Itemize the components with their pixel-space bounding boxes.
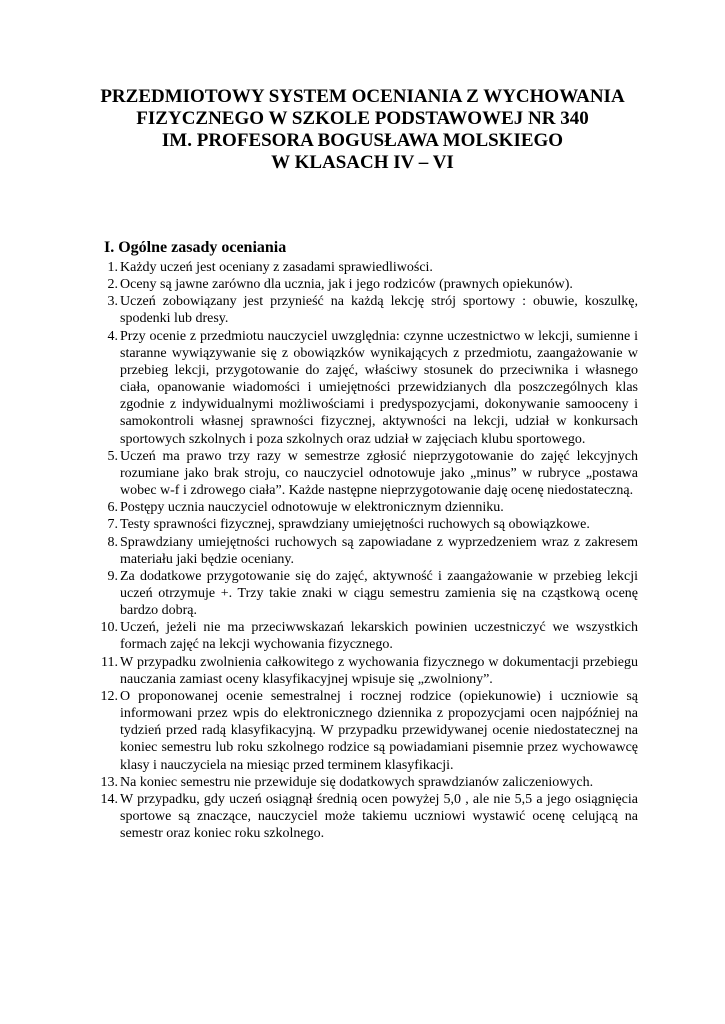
item-number: 4. [107, 328, 118, 344]
item-text: Uczeń ma prawo trzy razy w semestrze zgłosić nieprzygotowanie do zajęć lekcyjnych rozumiane jako brak stroju, co nauczyciel odnotowuje jako „minus” w rubryce „postawa wobec w-f i zdrowego ciała”. Każde następne nieprzygotowanie daję ocenę niedostateczną. [120, 448, 638, 499]
list-item [98, 328, 638, 448]
list-item [98, 516, 638, 533]
section-heading: I. Ogólne zasady oceniania [104, 239, 287, 256]
item-text: O proponowanej ocenie semestralnej i rocznej rodzice (opiekunowie) i uczniowie są informowani przez wpis do elektronicznego dziennika z propozycjami ocen najpóźniej na tydzień przed radą klasyfikacyjną. W przypadku przewidywanej ocenie niedostatecznej na koniec semestru lub roku szkolnego rodzice są powiadamiani pisemnie przez wychowawcę klasy i nauczyciela na miesiąc przed terminem klasyfikacji. [120, 688, 638, 773]
item-number: 6. [107, 500, 118, 516]
item-text: Przy ocenie z przedmiotu nauczyciel uwzględnia: czynne uczestnictwo w lekcji, sumienne i staranne wywiązywanie się z obowiązków wynikających z przedmiotu, zaangażowanie w przebieg lekcji, przygotowanie do zajęć, właściwy stosunek do przeciwnika i własnego ciała, opanowanie wiadomości i umiejętności przewidzianych dla poszczególnych klas zgodnie z indywidualnymi możliwościami i predyspozycjami, dokonywanie samooceny i samokontroli własnej sprawności fizycznej, aktywności na lekcji, udział w konkursach sportowych szkolnych i poza szkolnych oraz udział w zajęciach klubu sportowego. [120, 328, 638, 447]
item-text: Testy sprawności fizycznej, sprawdziany umiejętności ruchowych są obowiązkowe. [120, 517, 590, 533]
list-item [98, 774, 638, 791]
title-line: IM. PROFESORA BOGUSŁAWA MOLSKIEGO [161, 130, 564, 151]
list-item [98, 276, 638, 293]
item-number: 5. [107, 448, 118, 464]
item-text: Za dodatkowe przygotowanie się do zajęć, aktywność i zaangażowanie w przebieg lekcji uczeń otrzymuje +. Trzy takie znaki w ciągu semestru zamienia się na cząstkową ocenę bardzo dobrą. [120, 568, 638, 619]
title-line: FIZYCZNEGO W SZKOLE PODSTAWOWEJ NR 340 [136, 108, 589, 129]
item-number: 11. [101, 654, 118, 670]
item-number: 8. [107, 534, 118, 550]
list-item [98, 499, 638, 516]
item-number: 1. [107, 260, 118, 275]
item-number: 7. [107, 517, 118, 533]
item-number: 2. [107, 277, 118, 293]
list-item [98, 688, 638, 774]
list-item [98, 619, 638, 653]
rules-list [98, 259, 638, 842]
item-number: 13. [100, 774, 118, 790]
item-text: Na koniec semestru nie przewiduje się dodatkowych sprawdzianów zaliczeniowych. [120, 774, 594, 790]
title-line: PRZEDMIOTOWY SYSTEM OCENIANIA Z WYCHOWANIA [100, 86, 625, 107]
list-item [98, 448, 638, 499]
item-text: Oceny są jawne zarówno dla ucznia, jak i jego rodziców (prawnych opiekunów). [120, 277, 573, 293]
list-item [98, 654, 638, 688]
item-number: 12. [100, 688, 118, 704]
title-line: W KLASACH IV – VI [271, 152, 454, 173]
item-number: 9. [107, 568, 118, 584]
item-text: W przypadku, gdy uczeń osiągnął średnią ocen powyżej 5,0 , ale nie 5,5 a jego osiągnięcia sportowe są znaczące, nauczyciel może takiemu uczniowi wystawić ocenę celującą na semestr oraz koniec roku szkolnego. [120, 791, 638, 842]
item-number: 10. [100, 620, 118, 636]
list-item [98, 259, 638, 276]
list-item [98, 293, 638, 327]
item-text: W przypadku zwolnienia całkowitego z wychowania fizycznego w dokumentacji przebiegu nauczania zamiast oceny klasyfikacyjnej wpisuje się „zwolniony”. [120, 654, 638, 687]
item-text: Postępy ucznia nauczyciel odnotowuje w elektronicznym dzienniku. [120, 500, 504, 516]
list-item [98, 534, 638, 568]
item-number: 14. [100, 791, 118, 807]
item-text: Sprawdziany umiejętności ruchowych są zapowiadane z wyprzedzeniem wraz z zakresem materiału jaki będzie oceniany. [120, 534, 638, 567]
item-text: Każdy uczeń jest oceniany z zasadami sprawiedliwości. [120, 260, 433, 275]
item-text: Uczeń, jeżeli nie ma przeciwwskazań lekarskich powinien uczestniczyć we wszystkich formach zajęć na lekcji wychowania fizycznego. [120, 620, 638, 653]
list-item [98, 568, 638, 619]
document-title [60, 86, 665, 174]
item-text: Uczeń zobowiązany jest przynieść na każdą lekcję strój sportowy : obuwie, koszulkę, spodenki lub dresy. [120, 294, 638, 327]
item-number: 3. [107, 294, 118, 310]
list-item [98, 791, 638, 842]
